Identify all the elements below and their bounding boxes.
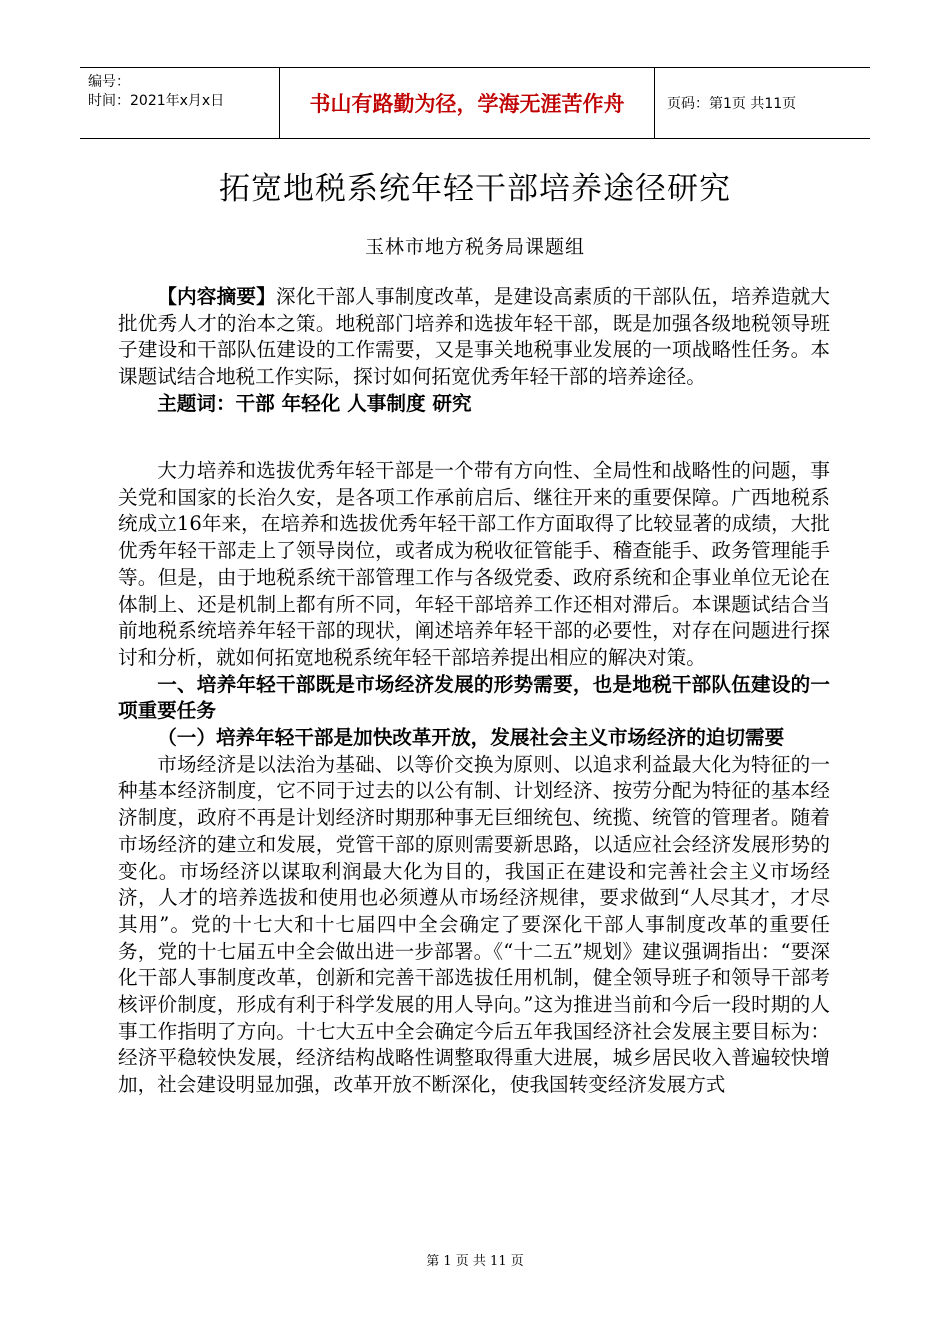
section-heading: 一、培养年轻干部既是市场经济发展的形势需要，也是地税干部队伍建设的一项重要任务 — [118, 672, 830, 723]
page-footer: 第 1 页 共 11 页 — [426, 1254, 524, 1269]
keywords-line: 主题词：干部 年轻化 人事制度 研究 — [157, 391, 472, 415]
subsection-heading: （一）培养年轻干部是加快改革开放，发展社会主义市场经济的迫切需要 — [157, 726, 785, 750]
abstract-label: 【内容摘要】 — [157, 285, 276, 308]
document-organization: 玉林市地方税务局课题组 — [364, 236, 585, 258]
header-motto: 书山有路勤为径，学海无涯苦作舟 — [280, 68, 655, 138]
document-number-label: 编号： — [88, 74, 130, 90]
header-meta-cell — [80, 68, 280, 138]
document-title: 拓宽地税系统年轻干部培养途径研究 — [219, 171, 731, 207]
abstract-text: 深化干部人事制度改革，是建设高素质的干部队伍，培养造就大批优秀人才的治本之策。地税部门培养和选拔年轻干部，既是加强各级地税领导班子建设和干部队伍建设的工作需要，又是事关地税事业发展的一项战略性任务。本课题试结合地税工作实际，探讨如何拓宽优秀年轻干部的培养途径。 — [118, 285, 831, 389]
abstract-block — [118, 284, 830, 418]
header-table — [80, 67, 870, 139]
body-paragraph: 市场经济是以法治为基础、以等价交换为原则、以追求利益最大化为特征的一种基本经济制度，它不同于过去的以公有制、计划经济、按劳分配为特征的基本经济制度，政府不再是计划经济时期那种事无巨细统包、统揽、统管的管理者。随着市场经济的建立和发展，党管干部的原则需要新思路，以适应社会经济发展形势的变化。市场经济以谋取利润最大化为目的，我国正在建设和完善社会主义市场经济，人才的培养选拔和使用也必须遵从市场经济规律，要求做到“人尽其才，才尽其用”。党的十七大和十七届四中全会确定了要深化干部人事制度改革的重要任务，党的十七届五中全会做出进一步部署。《“十二五”规划》建议强调指出：“要深化干部人事制度改革，创新和完善干部选拔任用机制，健全领导班子和领导干部考核评价制度，形成有利于科学发展的用人导向。”这为推进当前和今后一段时期的人事工作指明了方向。十七大五中全会确定今后五年我国经济社会发展主要目标为：经济平稳较快发展，经济结构战略性调整取得重大进展，城乡居民收入普遍较快增加，社会建设明显加强，改革开放不断深化，使我国转变经济发展方式 — [118, 752, 830, 1097]
main-body — [118, 458, 830, 1099]
abstract-paragraph — [118, 284, 830, 391]
document-time-label: 时间：2021年x月x日 — [88, 93, 225, 109]
header-page-info: 页码：第1页 共11页 — [667, 96, 797, 112]
intro-paragraph: 大力培养和选拔优秀年轻干部是一个带有方向性、全局性和战略性的问题，事关党和国家的长治久安，是各项工作承前启后、继往开来的重要保障。广西地税系统成立16年来，在培养和选拔优秀年轻干部工作方面取得了比较显著的成绩，大批优秀年轻干部走上了领导岗位，或者成为税收征管能手、稽查能手、政务管理能手等。但是，由于地税系统干部管理工作与各级党委、政府系统和企事业单位无论在体制上、还是机制上都有所不同，年轻干部培养工作还相对滞后。本课题试结合当前地税系统培养年轻干部的现状，阐述培养年轻干部的必要性，对存在问题进行探讨和分析，就如何拓宽地税系统年轻干部培养提出相应的解决对策。 — [118, 459, 830, 669]
